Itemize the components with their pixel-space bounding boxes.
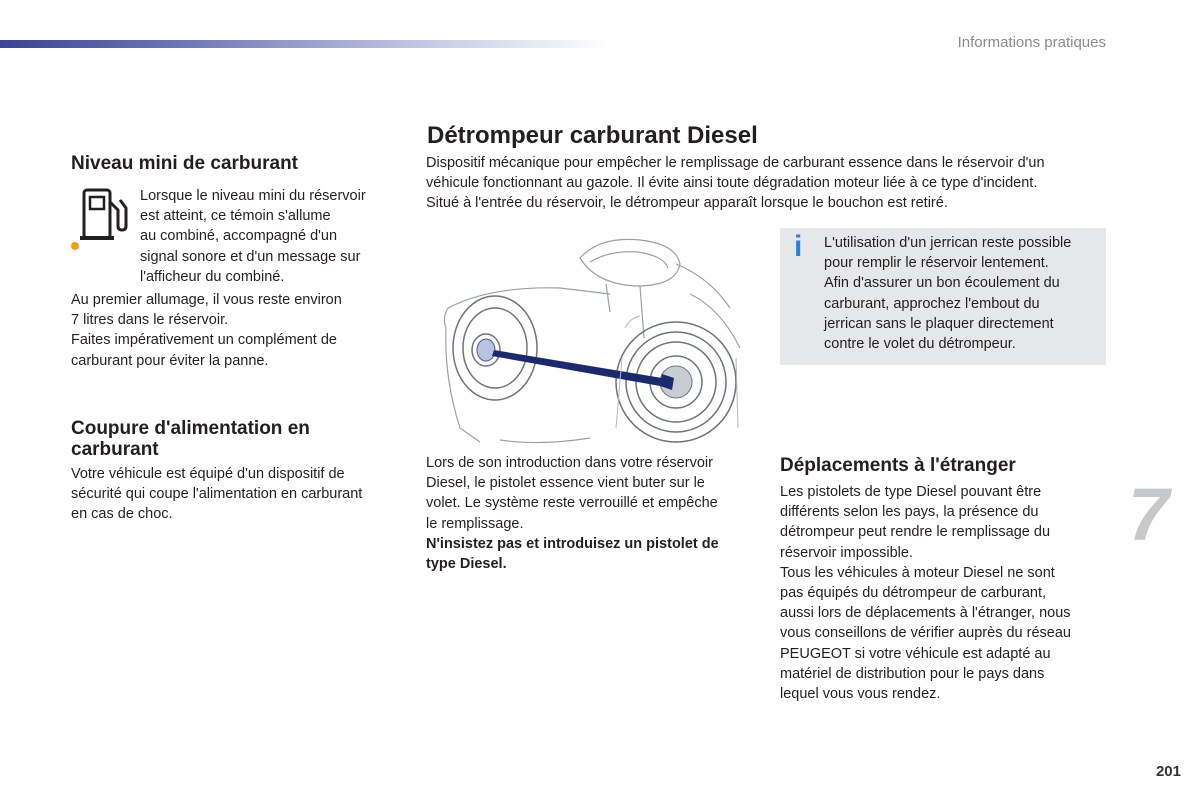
abroad-paragraph xyxy=(780,482,1071,704)
text-line: lequel vous vous rendez. xyxy=(780,686,941,703)
text-line: contre le volet du détrompeur. xyxy=(824,336,1016,353)
text-line: L'utilisation d'un jerrican reste possible xyxy=(824,235,1072,251)
insertion-paragraph xyxy=(426,453,719,574)
text-line: pour remplir le réservoir lentement. xyxy=(824,255,1049,272)
text-line: Afin d'assurer un bon écoulement du xyxy=(824,275,1060,292)
text-line: Les pistolets de type Diesel pouvant être xyxy=(780,484,1042,500)
text-line: jerrican sans le plaquer directement xyxy=(824,315,1054,332)
info-icon: i xyxy=(794,230,803,263)
low-fuel-indicator-dot xyxy=(71,242,79,250)
warning-line: type Diesel. xyxy=(426,556,507,573)
text-line: matériel de distribution pour le pays dans xyxy=(780,665,1045,682)
text-line: carburant pour éviter la panne. xyxy=(71,352,269,369)
text-line: au combiné, accompagné d'un xyxy=(140,228,338,245)
text-line: 7 litres dans le réservoir. xyxy=(71,312,229,329)
text-line: en cas de choc. xyxy=(71,506,173,523)
text-line: Situé à l'entrée du réservoir, le détrompeur apparaît lorsque le bouchon est retiré. xyxy=(426,195,948,212)
text-line: Tous les véhicules à moteur Diesel ne sont xyxy=(780,564,1055,581)
heading-line: carburant xyxy=(71,439,159,460)
text-line: réservoir impossible. xyxy=(780,544,913,561)
abroad-heading: Déplacements à l'étranger xyxy=(780,455,1016,476)
text-line: PEUGEOT si votre véhicule est adapté au xyxy=(780,645,1051,662)
text-line: pas équipés du détrompeur de carburant, xyxy=(780,585,1047,602)
text-line: carburant, approchez l'embout du xyxy=(824,295,1040,312)
text-line: Au premier allumage, il vous reste environ xyxy=(71,292,342,308)
text-line: Lors de son introduction dans votre réservoir xyxy=(426,455,713,471)
fuel-pump-icon xyxy=(80,186,132,242)
text-line: détrompeur peut rendre le remplissage du xyxy=(780,524,1051,541)
text-line: vous conseillons de vérifier auprès du réseau xyxy=(780,625,1071,642)
fuel-cutoff-description xyxy=(71,464,362,525)
warning-line: N'insistez pas et introduisez un pistolet de xyxy=(426,535,719,552)
text-line: aussi lors de déplacements à l'étranger, nous xyxy=(780,605,1071,622)
header-accent-bar xyxy=(0,40,610,48)
heading-line: Coupure d'alimentation en xyxy=(71,418,310,439)
text-line: signal sonore et d'un message sur xyxy=(140,248,361,265)
text-line: le remplissage. xyxy=(426,515,524,532)
text-line: est atteint, ce témoin s'allume xyxy=(140,208,331,225)
fuel-cutoff-heading xyxy=(71,418,310,460)
main-title: Détrompeur carburant Diesel xyxy=(427,122,758,149)
misfuel-device-diagram xyxy=(440,228,762,446)
text-line: sécurité qui coupe l'alimentation en carburant xyxy=(71,486,363,503)
text-line: Diesel, le pistolet essence vient buter sur le xyxy=(426,475,705,492)
fuel-reserve-paragraph xyxy=(71,290,342,371)
text-line: véhicule fonctionnant au gazole. Il évite ainsi toute dégradation moteur liée à ce type d'incident. xyxy=(426,175,1038,192)
page-number: 201 xyxy=(1155,763,1181,780)
text-line: Dispositif mécanique pour empêcher le remplissage de carburant essence dans le réservoir d'un xyxy=(426,155,1045,171)
text-line: Faites impérativement un complément de xyxy=(71,332,337,349)
text-line: Lorsque le niveau mini du réservoir xyxy=(140,188,366,204)
chapter-number: 7 xyxy=(1128,473,1170,556)
text-line: différents selon les pays, la présence du xyxy=(780,504,1039,521)
info-box-text xyxy=(824,233,1071,354)
fuel-level-heading: Niveau mini de carburant xyxy=(71,153,299,174)
fuel-level-description xyxy=(140,186,366,287)
intro-paragraph xyxy=(426,153,1045,214)
text-line: l'afficheur du combiné. xyxy=(140,268,285,285)
text-line: Votre véhicule est équipé d'un dispositif de xyxy=(71,466,345,482)
section-title: Informations pratiques xyxy=(957,34,1106,51)
text-line: volet. Le système reste verrouillé et empêche xyxy=(426,495,718,512)
